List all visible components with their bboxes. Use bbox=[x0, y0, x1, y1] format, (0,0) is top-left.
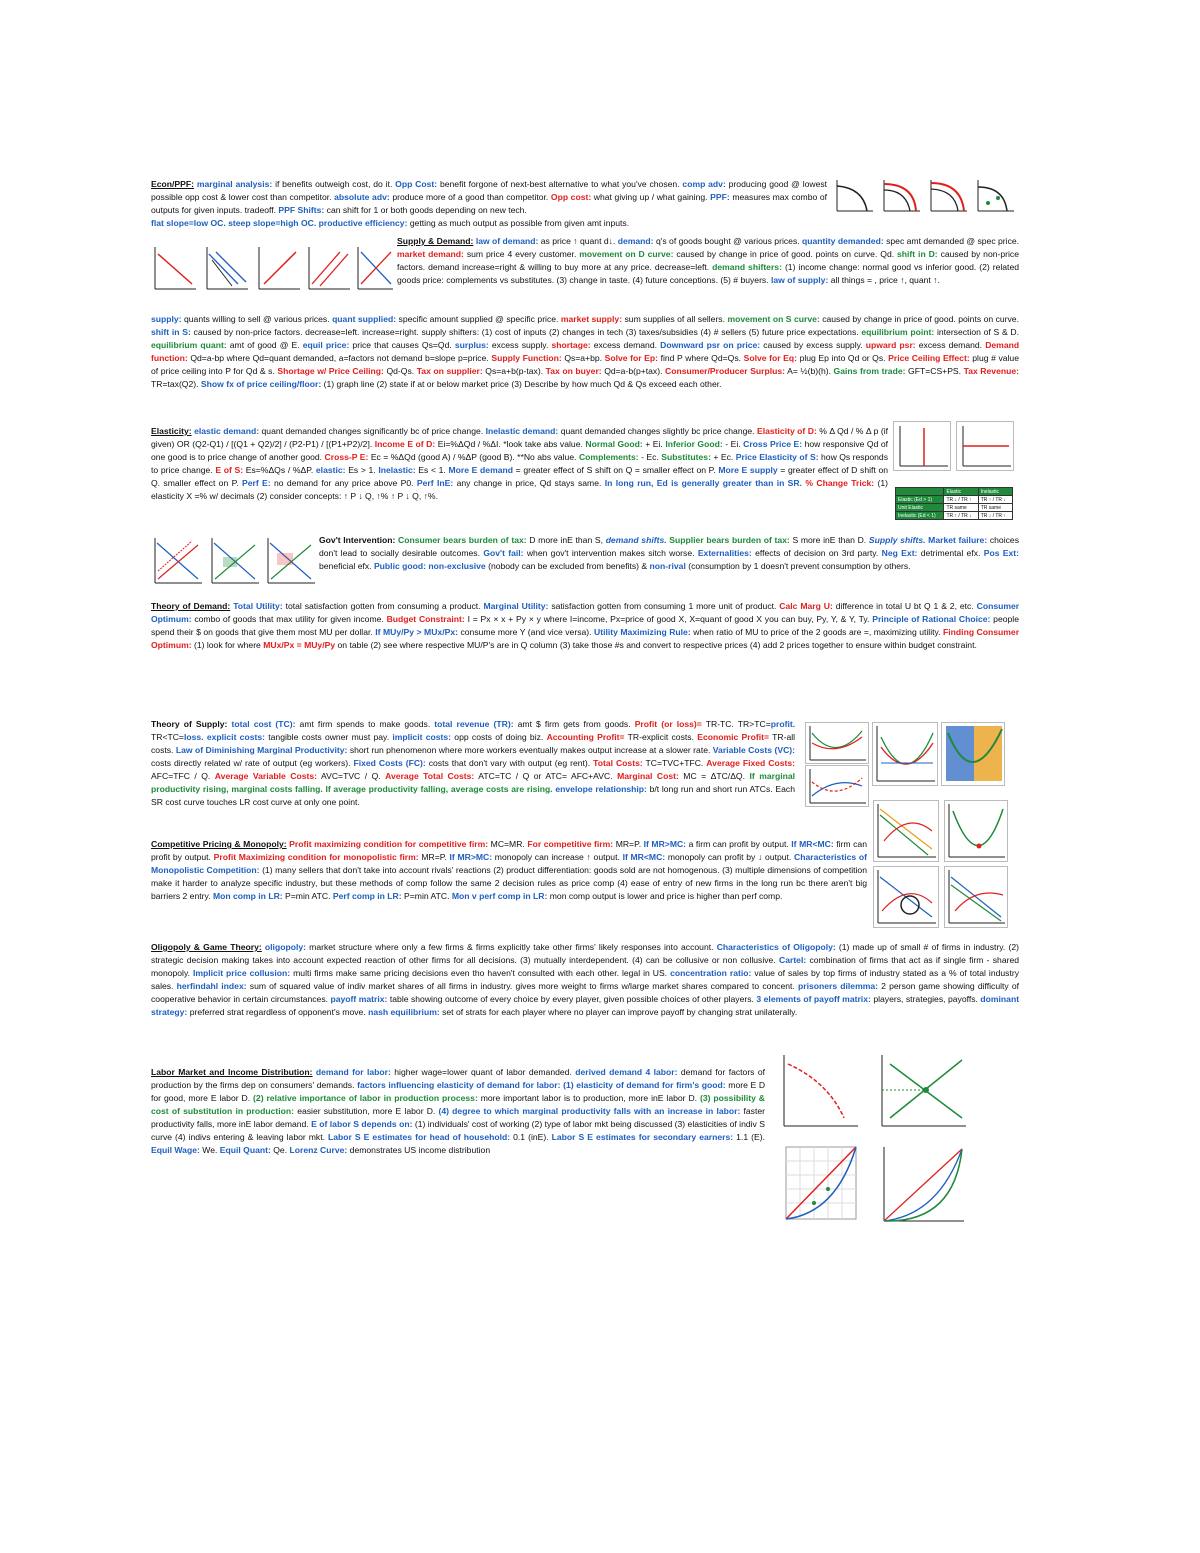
tax-incidence-figure-1 bbox=[152, 535, 204, 587]
econ-ppf-section: Econ/PPF: marginal analysis: if benefits outweigh cost, do it. Opp Cost: benefit forgone of next-best alternative to what you've chosen. comp adv: producing good @ lowest possible opp cost & lower cost than competitor. absolute adv: produce more of a good than competitor. Opp cost: what giving up / what gaining. PPF: measures max combo of outputs for given inputs. tradeoff. PPF Shifts: can shift for 1 or both goods depending on new tech. bbox=[151, 179, 828, 215]
cost-curves-figure-1 bbox=[805, 722, 869, 764]
ppf-figure-4 bbox=[974, 178, 1016, 214]
perfectly-inelastic-figure bbox=[893, 421, 951, 471]
tax-incidence-figure-3 bbox=[265, 535, 317, 587]
supply-curve-figure bbox=[256, 244, 302, 292]
competitive-section: Competitive Pricing & Monopoly: Profit maximizing condition for competitive firm: MC=MR. For competitive firm: MR=P. If MR>MC: a firm can profit by output. If MR<MC: firm can profit by output. Profit Maximizing condition for monopolistic firm: MR=P. If MR>MC: monopoly can increase ↑ output. If MR<MC: monopoly can profit by ↓ output. Characteristics of Monopolistic Competition: (1) many sellers that don't take into account rivals' reactions (2) product differentiation: goods sold are not homogenous. (3) multiple dimensions of competition make it harder to analyze specific industry, but these methods of comp follow the same 2 decision rules as price comp (4) ease of entry of new firms in the long run bc there aren't big barriers 2 entry. Mon comp in LR: P=min ATC. Perf comp in LR: P=min ATC. Mon v perf comp in LR: mon comp output is lower and price is higher than perf comp. bbox=[151, 839, 867, 901]
supply-shift-figure bbox=[306, 244, 352, 292]
perfectly-elastic-figure bbox=[956, 421, 1014, 471]
cost-curves-figure-2 bbox=[805, 765, 869, 807]
supply-demand-section-cont: supply: quants willing to sell @ various prices. quant supplied: specific amount supplied @ specific price. market supply: sum supplies of all sellers. movement on S curve: caused by change in price of good. points on curve. shift in S: caused by non-price factors. decrease=left. increase=right. supply shifters: (1) cost of inputs (2) changes in tech (3) taxes/subsidies (4) # sellers (5) future price expectations. equilibrium point: intersection of S & D. equilibrium quant: amt of good @ E. equil price: price that causes Qs=Qd. surplus: excess supply. shortage: excess demand. Downward psr on price: caused by excess supply. upward psr: excess demand. Demand function: Qd=a-bp where Qd=quant demanded, a=factors not demand b=slope p=price. Supply Function: Qs=a+bp. Solve for Ep: find P where Qd=Qs. Solve for Eq: plug Ep into Qd or Qs. Price Ceiling Effect: plug # value of price ceiling into P for Qd & s. Shortage w/ Price Ceiling: Qd-Qs. Tax on supplier: Qs=a+b(p-tax). Tax on buyer: Qd=a-b(p+tax). Consumer/Producer Surplus: A= ½(b)(h). Gains from trade: GFT=CS+PS. Tax Revenue: TR=tax(Q2). Show fx of price ceiling/floor: (1) graph line (2) state if at or below market price (3) Describe by how much Qd & Qs exceed each other. bbox=[151, 314, 1020, 389]
oligopoly-section: Oligopoly & Game Theory: oligopoly: market structure where only a few firms & firms explicitly take other firms' likely responses into account. Characteristics of Oligopoly: (1) made up of small # of firms in industry. (2) strategic decision making takes into account expected reaction of other firms for all decisions. (3) mutually interdependent. (4) can be collusive or non collusive. Cartel: combination of firms that act as if single firm - shared monopoly. Implicit price collusion: multi firms make same pricing decisions even tho haven't consulted with each other. legal in US. concentration ratio: value of sales by top firms of industry stated as a % of total industry sales. herfindahl index: sum of squared value of indiv market shares of all firms in industry. gives more weight to firms w/large market shares compared to concent. prisoners dilemma: 2 person game showing difficulty of cooperative behavior in certain circumstances. payoff matrix: table showing outcome of every choice by every player, given possible choices of other players. 3 elements of payoff matrix: players, strategies, payoffs. dominant strategy: preferred strat regardless of opponent's move. nash equilibrium: set of strats for each player where no player can improve payoff by changing strat unilaterally. bbox=[151, 942, 1020, 1017]
supply-demand-section: Supply & Demand: law of demand: as price ↑ quant d↓. demand: q's of goods bought @ various prices. quantity demanded: spec amt demanded @ spec price. market demand: sum price 4 every customer. movement on D curve: caused by change in price of good. points on curve. Qd. shift in D: caused by non-price factors. demand increase=right & willing to buy more at any price. decrease=left. demand shifters: (1) income change: normal good vs inferior good. (2) related goods price: complements vs substitutes. (3) change in taste. (4) future conceptions. (5) # buyers. law of supply: all things = , price ↑, quant ↑. bbox=[397, 236, 1020, 285]
elasticity-section: Elasticity: elastic demand: quant demanded changes significantly bc of price change. Inelastic demand: quant demanded changes slightly bc price change. Elasticity of D: % Δ Qd / % Δ p (if given) OR (Q2-Q1) / [(Q1 + Q2)/2] / (P2-P1) / [(P1+P2)/2]. Income E of D: Ei=%ΔQd / %ΔI. *look take abs value. Normal Good: + Ei. Inferior Good: - Ei. Cross Price E: how responsive Qd of one good is to price change of another good. Cross-P E: Ec = %ΔQd (good A) / %ΔP (good B). **No abs value. Complements: - Ec. Substitutes: + Ec. Price Elasticity of S: how Qs responds to price change. E of S: Es=%ΔQs / %ΔP. elastic: Es > 1. Inelastic: Es < 1. More E demand = greater effect of S shift on Q = smaller effect on P. More E supply = greater effect of D shift on Q. smaller effect on P. Perf E: no demand for any price above P0. Perf InE: any change in price, Qd stays same. In long run, Ed is generally greater than in SR. % Change Trick: (1) elasticity X =% w/ decimals (2) consider concepts: ↑ P ↓ Q, ↑% ↑ P ↓ Q, ↑%. bbox=[151, 426, 889, 501]
labor-section: Labor Market and Income Distribution: demand for labor: higher wage=lower quant of labor demanded. derived demand 4 labor: demand for factors of production by the firms dep on consumers' demands. factors influencing elasticity of demand for labor: (1) elasticity of demand for firm's good: more E D for good, more E labor D. (2) relative importance of labor in production process: more important labor is to production, more inE labor D. (3) possibility & cost of substitution in production: easier substitution, more E labor D. (4) degree to which marginal productivity falls with an increase in labor: faster productivity falls, more inE labor demand. E of labor S depends on: (1) individuals' cost of working (2) type of labor mkt being discussed (3) elasticities of indiv S curve (4) indivs entering & leaving labor mkt. Labor S E estimates for head of household: 0.1 (inE). Labor S E estimates for secondary earners: 1.1 (E). Equil Wage: We. Equil Quant: Qe. Lorenz Curve: demonstrates US income distribution bbox=[151, 1067, 766, 1155]
theory-supply-section: Theory of Supply: total cost (TC): amt firm spends to make goods. total revenue (TR): amt $ firm gets from goods. Profit (or loss)= TR-TC. TR>TC=profit. TR<TC=loss. explicit costs: tangible costs owner must pay. implicit costs: opp costs of doing biz. Accounting Profit= TR-explicit costs. Economic Profit= TR-all costs. Law of Diminishing Marginal Productivity: short run phenomenon where more workers eventually makes output increase at a slower rate. Variable Costs (VC): costs directly related w/ rate of output (eg workers). Fixed Costs (FC): costs that don't vary with output (eg rent). Total Costs: TC=TVC+TFC. Average Fixed Costs: AFC=TFC / Q. Average Variable Costs: AVC=TVC / Q. Average Total Costs: ATC=TC / Q or ATC= AFC+AVC. Marginal Cost: MC = ΔTC/ΔQ. If marginal productivity rising, marginal costs falling. If average productivity falling, average costs are rising. envelope relationship: b/t long run and short run ATCs. Each SR cost curve touches LR cost curve at only one point. bbox=[151, 719, 796, 807]
competitive-figure-3 bbox=[873, 866, 939, 928]
lorenz-curve-figure-2 bbox=[876, 1143, 968, 1227]
competitive-figure-2 bbox=[944, 800, 1008, 862]
theory-demand-section: Theory of Demand: Total Utility: total satisfaction gotten from consuming a product. Marginal Utility: satisfaction gotten from consuming 1 more unit of product. Calc Marg U: difference in total U bt Q 1 & 2, etc. Consumer Optimum: combo of goods that max utility for given income. Budget Constraint: I = Px × x + Py × y where I=income, Px=price of good X, X=quant of good X you can buy, Py, Y, & Y, Ty. Principle of Rational Choice: people spend their $ on goods that give them most MU per dollar. If MUy/Py > MUx/Px: consume more Y (and vice versa). Utility Maximizing Rule: when ratio of MU to price of the 2 goods are =, maximizing utility. Finding Consumer Optimum: (1) look for where MUx/Px = MUy/Py on table (2) see where respective MU/P's are in Q column (3) take those #s and convert to respective prices (4) add 2 prices together to ensure within budget constraint. bbox=[151, 601, 1020, 650]
govt-intervention-section: Gov't Intervention: Consumer bears burden of tax: D more inE than S, demand shifts. Supplier bears burden of tax: S more inE than D. Supply shifts. Market failure: choices don't lead to socially desirable outcomes. Gov't fail: when gov't intervention makes sitch worse. Externalities: effects of decision on 3rd party. Neg Ext: detrimental efx. Pos Ext: beneficial efx. Public good: non-exclusive (nobody can be excluded from benefits) & non-rival (consumption by 1 doesn't prevent consumption by others. bbox=[319, 535, 1020, 571]
table-row: Elastic (Ed > 1) TR ↓ / TR ↑ TR ↑ / TR ↓ bbox=[896, 496, 1013, 504]
demand-curve-figure bbox=[152, 244, 198, 292]
tax-incidence-figure-2 bbox=[209, 535, 261, 587]
lorenz-curve-figure-1 bbox=[778, 1143, 860, 1227]
cost-curves-figure-3 bbox=[872, 722, 938, 786]
elasticity-revenue-table: Elastic Inelastic Elastic (Ed > 1) TR ↓ / TR ↑ TR ↑ / TR ↓ Unit Elastic TR same TR same Inelastic (Ed < 1) TR ↑ / TR ↓ TR ↓ / TR ↑ bbox=[895, 487, 1013, 520]
econ-ppf-section-cont: flat slope=low OC. steep slope=high OC. productive efficiency: getting as much output as possible from given amt inputs. bbox=[151, 218, 630, 228]
table-row: Inelastic (Ed < 1) TR ↑ / TR ↓ TR ↓ / TR ↑ bbox=[896, 512, 1013, 520]
equilibrium-figure bbox=[355, 244, 395, 292]
ppf-figure-2 bbox=[880, 178, 922, 214]
demand-shift-figure bbox=[204, 244, 250, 292]
econ-ppf-heading: Econ/PPF: bbox=[151, 179, 194, 189]
table-row: Unit Elastic TR same TR same bbox=[896, 504, 1013, 512]
competitive-figure-1 bbox=[873, 800, 939, 862]
cost-curves-figure-4 bbox=[941, 722, 1005, 786]
ppf-figure-1 bbox=[833, 178, 875, 214]
labor-demand-figure bbox=[778, 1052, 860, 1132]
competitive-figure-4 bbox=[944, 866, 1008, 928]
labor-equilibrium-figure bbox=[876, 1052, 968, 1132]
ppf-figure-3 bbox=[927, 178, 969, 214]
